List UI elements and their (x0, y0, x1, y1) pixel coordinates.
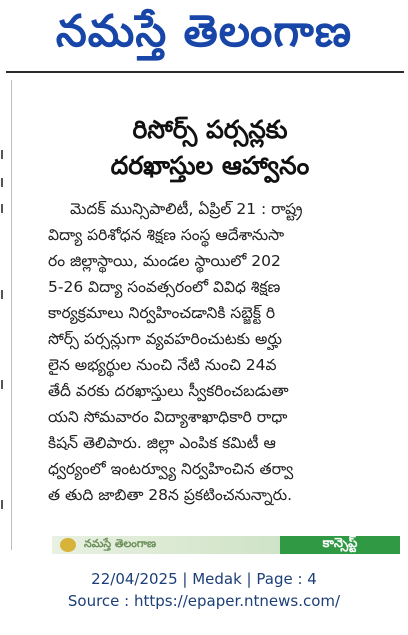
body-line: ధ్వర్యంలో ఇంటర్వ్యూ నిర్వహించిన తర్వా (48, 460, 294, 478)
ad-left-panel (52, 536, 280, 554)
article-headline (40, 112, 380, 184)
adjacent-column-fragment (0, 80, 8, 550)
body-line: తేదీ వరకు దరఖాస్తులు స్వీకరించబడుతా (48, 382, 289, 400)
body-line: రం జిల్లాస్థాయి, మండల స్థాయిలో 202 (48, 252, 281, 270)
body-line: మెదక్ మున్సిపాలిటీ, ఏప్రిల్ 21 : రాష్ట్ర (70, 200, 303, 218)
body-line: విద్యా పరిశోధన శిక్షణ సంస్థ ఆదేశానుసా (48, 226, 285, 244)
body-line: కిషన్ తెలిపారు. జిల్లా ఎంపిక కమిటీ ఆ (48, 434, 276, 452)
ad-logo-icon (60, 538, 76, 552)
footer-meta: 22/04/2025 | Medak | Page : 4 (91, 570, 317, 588)
ad-right-panel: కాన్సెప్ట్ (280, 536, 400, 554)
headline-line-1: రిసోర్స్ పర్సన్లకు (132, 115, 288, 144)
body-line: 5-26 విద్యా సంవత్సరంలో వివిధ శిక్షణ (48, 278, 281, 296)
article-body (48, 196, 400, 508)
footer (0, 568, 408, 612)
footer-source: Source : https://epaper.ntnews.com/ (67, 592, 341, 610)
body-line: లైన అభ్యర్థుల నుంచి నేటి నుంచి 24వ (48, 356, 277, 374)
body-line: త తుది జాబితా 28న ప్రకటించనున్నారు. (48, 486, 293, 504)
masthead-rule (6, 71, 404, 73)
headline-line-2: దరఖాస్తుల ఆహ్వానం (110, 151, 310, 180)
body-line: కార్యక్రమాలు నిర్వహించడానికి సబ్జెక్ట్ రి (48, 304, 276, 322)
column-divider (11, 80, 12, 550)
body-line: యని సోమవారం విద్యాశాఖాధికారి రాధా (48, 408, 288, 426)
newspaper-masthead: నమస్తే తెలంగాణ (55, 6, 353, 57)
advertisement-strip (52, 536, 400, 554)
ad-left-text: నమస్తే తెలంగాణ (84, 537, 157, 550)
body-line: సోర్స్ పర్సన్లుగా వ్యవహరించుటకు అర్హు (48, 330, 282, 348)
